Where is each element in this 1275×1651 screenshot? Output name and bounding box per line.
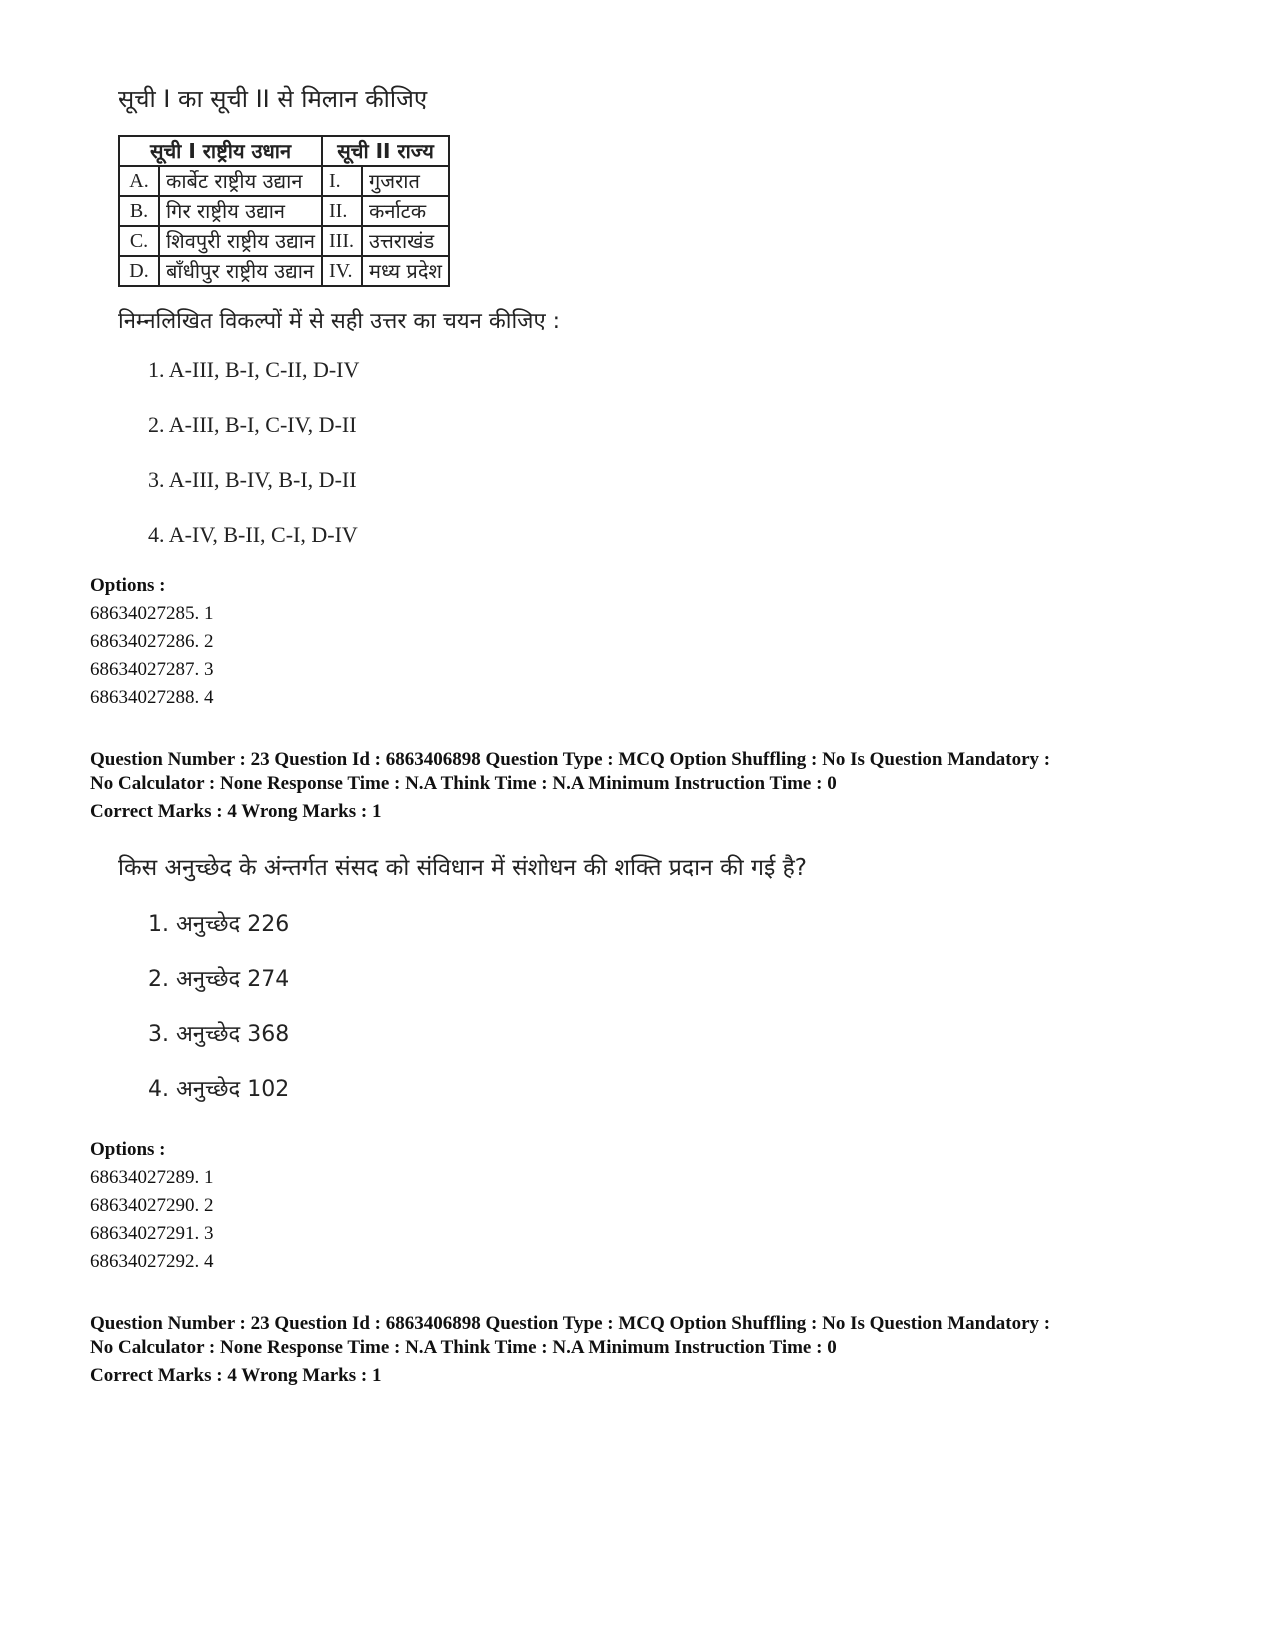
match-table-header	[119, 136, 449, 166]
match-table	[118, 135, 450, 287]
option-item: 68634027285. 1	[90, 603, 214, 624]
row-park: कार्बेट राष्ट्रीय उद्यान	[159, 166, 322, 196]
choice-item: 3. A-III, B-IV, B-I, D-II	[148, 467, 357, 492]
table-row	[119, 226, 449, 256]
question-2-choices	[148, 908, 1018, 1128]
row-roman: IV.	[322, 256, 362, 286]
options-list-1	[90, 572, 214, 712]
option-item: 68634027287. 3	[90, 659, 214, 680]
meta-line-2: No Calculator : None Response Time : N.A Think Time : N.A Minimum Instruction Time : 0	[90, 773, 837, 794]
options-list-2	[90, 1136, 214, 1276]
table-row	[119, 256, 449, 286]
question-meta-1	[90, 748, 1160, 824]
row-roman: I.	[322, 166, 362, 196]
options-heading: Options :	[90, 575, 166, 596]
meta-line-2: No Calculator : None Response Time : N.A Think Time : N.A Minimum Instruction Time : 0	[90, 1337, 837, 1358]
question-2-block	[118, 850, 1018, 1128]
table-row	[119, 196, 449, 226]
choice-item: 4. अनुच्छेद 102	[148, 1077, 290, 1102]
choice-item: 2. A-III, B-I, C-IV, D-II	[148, 412, 357, 437]
choice-item: 4. A-IV, B-II, C-I, D-IV	[148, 522, 358, 547]
meta-line-1: Question Number : 23 Question Id : 6863406898 Question Type : MCQ Option Shuffling : No Is Question Mandatory :	[90, 1313, 1051, 1334]
options-heading: Options :	[90, 1139, 166, 1160]
row-park: शिवपुरी राष्ट्रीय उद्यान	[159, 226, 322, 256]
marks-line: Correct Marks : 4 Wrong Marks : 1	[90, 801, 382, 822]
row-letter: B.	[119, 196, 159, 226]
option-item: 68634027292. 4	[90, 1251, 214, 1272]
choice-item: 1. अनुच्छेद 226	[148, 912, 290, 937]
row-state: कर्नाटक	[362, 196, 449, 226]
marks-line: Correct Marks : 4 Wrong Marks : 1	[90, 1365, 382, 1386]
row-roman: III.	[322, 226, 362, 256]
row-letter: C.	[119, 226, 159, 256]
option-item: 68634027288. 4	[90, 687, 214, 708]
list-2-header: सूची II राज्य	[322, 136, 449, 166]
question-1-choices	[148, 357, 1018, 577]
row-letter: A.	[119, 166, 159, 196]
question-2-title: किस अनुच्छेद के अंन्तर्गत संसद को संविधान में संशोधन की शक्ति प्रदान की गई है?	[118, 855, 808, 881]
question-meta-2	[90, 1312, 1160, 1388]
option-item: 68634027290. 2	[90, 1195, 214, 1216]
row-letter: D.	[119, 256, 159, 286]
choice-item: 3. अनुच्छेद 368	[148, 1022, 290, 1047]
table-row	[119, 166, 449, 196]
option-item: 68634027286. 2	[90, 631, 214, 652]
question-1-title: सूची I का सूची II से मिलान कीजिए	[118, 85, 428, 113]
row-roman: II.	[322, 196, 362, 226]
row-park: बाँधीपुर राष्ट्रीय उद्यान	[159, 256, 322, 286]
option-item: 68634027291. 3	[90, 1223, 214, 1244]
list-1-header: सूची I राष्ट्रीय उधान	[119, 136, 322, 166]
row-state: उत्तराखंड	[362, 226, 449, 256]
question-1-instruction: निम्नलिखित विकल्पों में से सही उत्तर का चयन कीजिए :	[118, 309, 561, 334]
row-park: गिर राष्ट्रीय उद्यान	[159, 196, 322, 226]
option-item: 68634027289. 1	[90, 1167, 214, 1188]
row-state: गुजरात	[362, 166, 449, 196]
choice-item: 2. अनुच्छेद 274	[148, 967, 290, 992]
meta-line-1: Question Number : 23 Question Id : 6863406898 Question Type : MCQ Option Shuffling : No Is Question Mandatory :	[90, 749, 1051, 770]
question-1-block	[118, 82, 1018, 577]
choice-item: 1. A-III, B-I, C-II, D-IV	[148, 357, 360, 382]
row-state: मध्य प्रदेश	[362, 256, 449, 286]
